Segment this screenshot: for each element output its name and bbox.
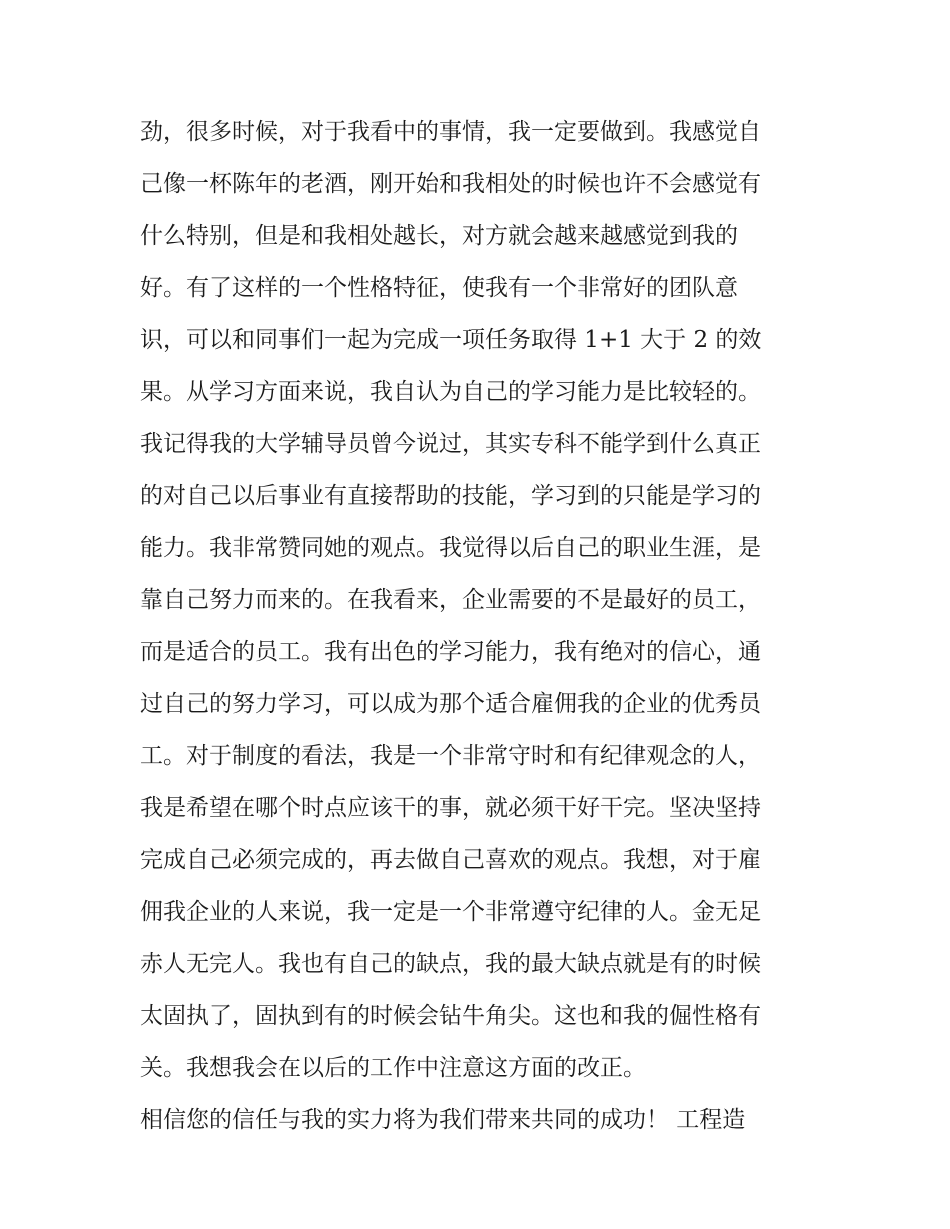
text-line: 相信您的信任与我的实力将为我们带来共同的成功！ 工程造	[140, 1107, 746, 1133]
text-line: 什么特别，但是和我相处越长，对方就会越来越感觉到我的	[140, 223, 738, 249]
text-line: 而是适合的员工。我有出色的学习能力，我有绝对的信心，通	[140, 639, 761, 665]
text-line: 识，可以和同事们一起为完成一项任务取得 1+1 大于 2 的效	[140, 327, 762, 353]
text-line: 赤人无完人。我也有自己的缺点，我的最大缺点就是有的时候	[140, 951, 761, 977]
text-line: 工。对于制度的看法，我是一个非常守时和有纪律观念的人，	[140, 743, 761, 769]
text-line: 的对自己以后事业有直接帮助的技能，学习到的只能是学习的	[140, 483, 761, 509]
text-line: 靠自己努力而来的。在我看来，企业需要的不是最好的员工，	[140, 587, 761, 613]
text-line: 果。从学习方面来说，我自认为自己的学习能力是比较轻的。	[140, 379, 761, 405]
text-line: 劲，很多时候，对于我看中的事情，我一定要做到。我感觉自	[140, 119, 761, 145]
text-line: 完成自己必须完成的，再去做自己喜欢的观点。我想，对于雇	[140, 847, 761, 873]
text-line: 能力。我非常赞同她的观点。我觉得以后自己的职业生涯，是	[140, 535, 761, 561]
text-line: 过自己的努力学习，可以成为那个适合雇佣我的企业的优秀员	[140, 691, 761, 717]
text-line: 我记得我的大学辅导员曾今说过，其实专科不能学到什么真正	[140, 431, 761, 457]
text-line: 我是希望在哪个时点应该干的事，就必须干好干完。坚决坚持	[140, 795, 761, 821]
body-text	[140, 106, 820, 1146]
text-line: 太固执了，固执到有的时候会钻牛角尖。这也和我的倔性格有	[140, 1003, 761, 1029]
text-line: 好。有了这样的一个性格特征，使我有一个非常好的团队意	[140, 275, 738, 301]
text-line: 己像一杯陈年的老酒，刚开始和我相处的时候也许不会感觉有	[140, 171, 761, 197]
text-line: 关。我想我会在以后的工作中注意这方面的改正。	[140, 1055, 646, 1081]
text-line: 佣我企业的人来说，我一定是一个非常遵守纪律的人。金无足	[140, 899, 761, 925]
